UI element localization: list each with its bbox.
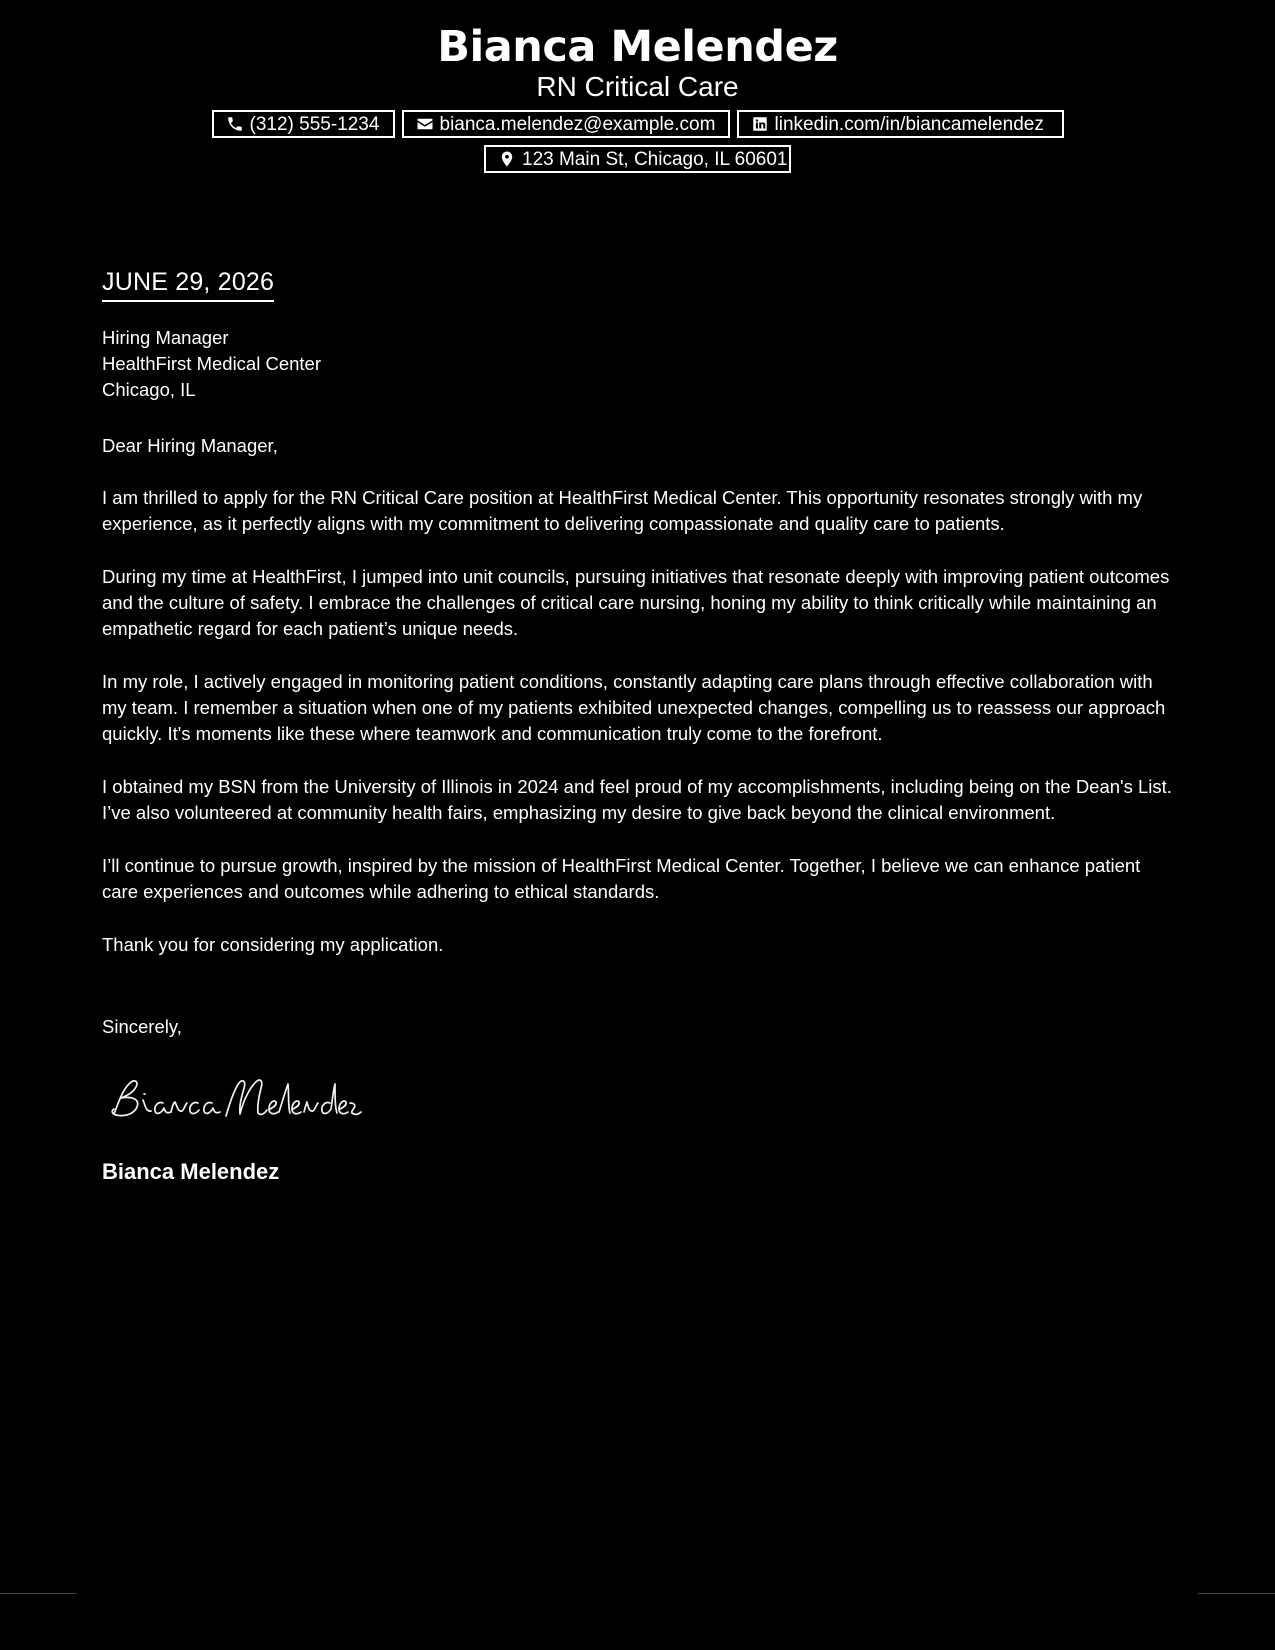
letter-date: JUNE 29, 2026 xyxy=(102,266,274,302)
phone-text: (312) 555-1234 xyxy=(249,113,380,135)
footer-divider-right xyxy=(1198,1593,1275,1594)
phone-icon xyxy=(226,115,244,133)
map-marker-icon xyxy=(498,150,516,168)
contact-row-primary xyxy=(0,110,1275,138)
linkedin-text: linkedin.com/in/biancamelendez xyxy=(774,113,1044,135)
email-contact[interactable] xyxy=(402,110,730,138)
envelope-icon xyxy=(416,115,434,133)
body-paragraph: I am thrilled to apply for the RN Critical Care position at HealthFirst Medical Center. This opportunity resonates strongly with my experience, as it perfectly aligns with my commitment to delivering compassionate and quality care to patients. xyxy=(102,487,1143,534)
letter-header xyxy=(0,18,1275,173)
email-text: bianca.melendez@example.com xyxy=(439,113,716,135)
recipient-title: Hiring Manager xyxy=(102,327,229,348)
closing-line: Sincerely, xyxy=(102,1016,182,1037)
body-paragraph: I obtained my BSN from the University of Illinois in 2024 and feel proud of my accomplishments, including being on the Dean's List. I’ve also volunteered at community health fairs, emphasizing my desire to give back beyond the clinical environment. xyxy=(102,776,1172,823)
linkedin-icon xyxy=(751,115,769,133)
phone-contact[interactable] xyxy=(212,110,395,138)
recipient-location: Chicago, IL xyxy=(102,379,196,400)
address-text: 123 Main St, Chicago, IL 60601 xyxy=(522,148,788,170)
salutation: Dear Hiring Manager, xyxy=(102,435,278,456)
body-paragraph: In my role, I actively engaged in monitoring patient conditions, constantly adapting care plans through effective collaboration with my team. I remember a situation when one of my patients exhibited unexpected changes, compelling us to reassess our approach quickly. It's moments like these where teamwork and communication truly come to the forefront. xyxy=(102,671,1166,744)
body-paragraph: I’ll continue to pursue growth, inspired by the mission of HealthFirst Medical Center. Together, I believe we can enhance patient care experiences and outcomes while adhering to ethical standards. xyxy=(102,855,1141,902)
signature xyxy=(104,1072,364,1124)
footer-divider-left xyxy=(0,1593,77,1594)
address-contact[interactable] xyxy=(484,145,791,173)
applicant-name: Bianca Melendez xyxy=(437,22,838,72)
letter-body xyxy=(102,485,1172,985)
thank-you-line: Thank you for considering my application. xyxy=(102,934,444,955)
body-paragraph: During my time at HealthFirst, I jumped into unit councils, pursuing initiatives that resonate deeply with improving patient outcomes and the culture of safety. I embrace the challenges of critical care nursing, honing my ability to think critically while maintaining an empathetic regard for each patient’s unique needs. xyxy=(102,566,1170,639)
applicant-role: RN Critical Care xyxy=(536,71,739,102)
contact-row-secondary xyxy=(0,145,1275,173)
printed-name: Bianca Melendez xyxy=(102,1159,280,1184)
recipient-organization: HealthFirst Medical Center xyxy=(102,353,321,374)
linkedin-contact[interactable] xyxy=(737,110,1064,138)
recipient-block xyxy=(102,325,1172,403)
